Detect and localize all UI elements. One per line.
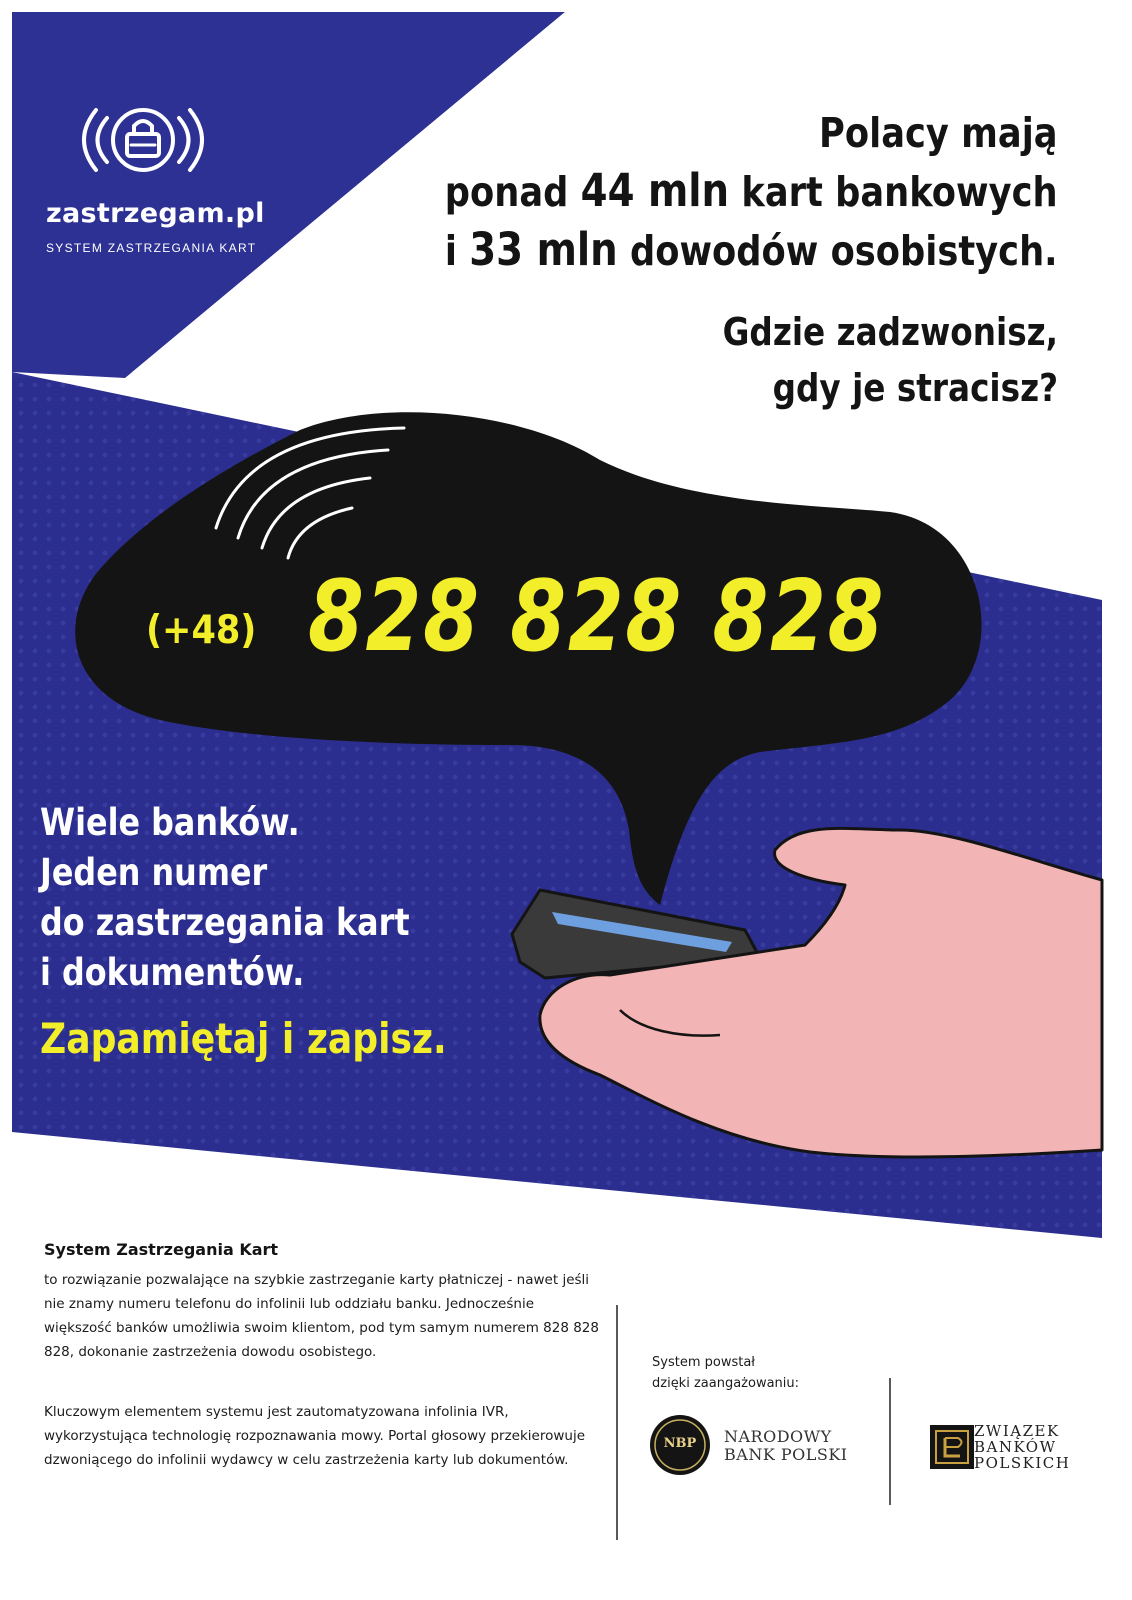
info-paragraph-1: to rozwiązanie pozwalające na szybkie zastrzeganie karty płatniczej - nawet jeśli nie znamy numeru telefonu do infolinii lub oddziału banku. Jednocześnie większość banków umożliwia swoim klientom, pod tym samym numerem 828 828 828, dokonanie zastrzeżenia dowodu osobistego. [44,1272,599,1360]
tagline-line-1: Wiele banków. [40,801,300,844]
phone-prefix: (+48) [146,608,257,653]
zbp-line-2: BANKÓW [974,1438,1057,1456]
tagline-line-3: do zastrzegania kart [40,901,410,944]
headline [445,104,1058,280]
headline-line-2 [445,162,1058,221]
headline-line-3-pre: i [445,227,470,275]
phone-number: 828 828 828 [308,560,886,674]
headline-line-3 [445,221,1058,280]
nbp-name [724,1428,848,1464]
headline-33-mln: 33 mln [469,223,619,276]
credit-note [652,1352,852,1394]
nbp-mark: NBP [663,1436,697,1451]
question [723,304,1058,416]
nbp-line-1: NARODOWY [724,1427,832,1446]
credit-line-2: dzięki zaangażowaniu: [652,1376,800,1391]
headline-line-3-post: dowodów osobistych. [618,227,1058,275]
logo-name: zastrzegam.pl [46,198,265,229]
nbp-line-2: BANK POLSKI [724,1445,848,1464]
zbp-emblem-icon [930,1425,974,1469]
tagline-line-2: Jeden numer [40,851,268,894]
zbp-name [974,1423,1070,1471]
question-line-1: Gdzie zadzwonisz, [722,310,1058,354]
tagline-line-4: i dokumentów. [40,951,305,994]
headline-line-2-pre: ponad [445,168,582,216]
tagline [40,798,410,998]
zbp-line-3: POLSKICH [974,1454,1071,1472]
credit-line-1: System powstał [652,1355,755,1370]
headline-44-mln: 44 mln [581,164,730,217]
zbp-line-1: ZWIĄZEK [974,1422,1060,1440]
headline-line-2-post: kart bankowych [729,168,1058,216]
info-paragraph-2: Kluczowym elementem systemu jest zautomatyzowana infolinia IVR, wykorzystująca technologię rozpoznawania mowy. Portal głosowy przekierowuje dzwoniącego do infolinii wydawcy w celu zastrzeżenia karty lub dokumentów. [44,1404,586,1468]
info-title: System Zastrzegania Kart [44,1240,279,1259]
question-line-2: gdy je stracisz? [772,366,1058,410]
headline-line-1: Polacy mają [819,109,1058,157]
logo-tagline: SYSTEM ZASTRZEGANIA KART [46,241,257,255]
remember-slogan: Zapamiętaj i zapisz. [40,1014,447,1063]
